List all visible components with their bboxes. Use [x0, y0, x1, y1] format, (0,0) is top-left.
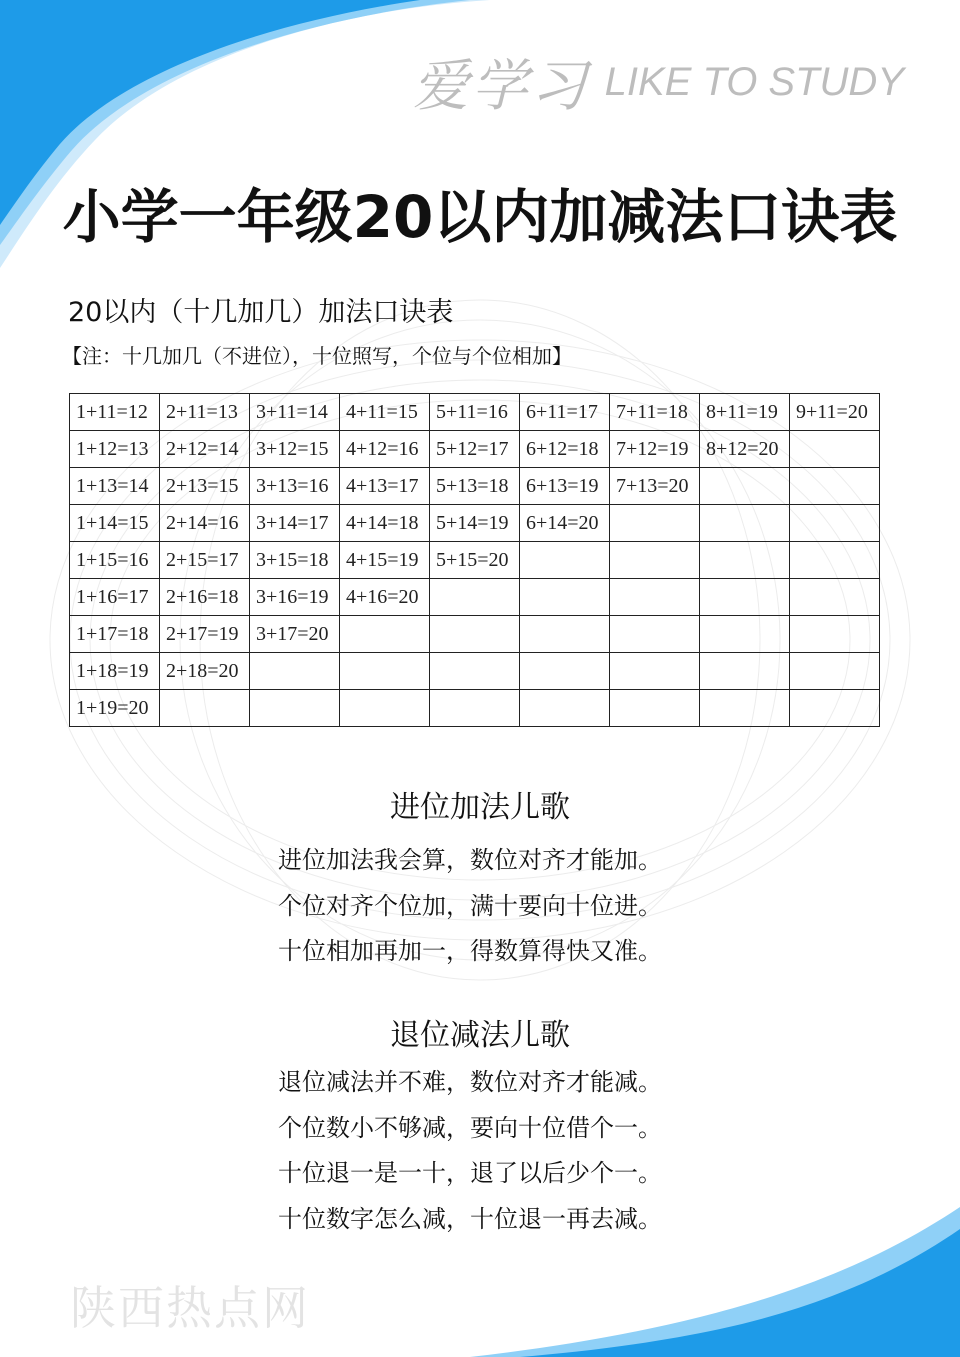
table-cell	[790, 579, 880, 616]
table-cell: 4+12=16	[340, 431, 430, 468]
table-cell: 9+11=20	[790, 394, 880, 431]
table-row	[70, 542, 880, 579]
table-row	[70, 468, 880, 505]
borrow-song-title: 退位减法儿歌	[390, 1018, 570, 1053]
table-row	[70, 690, 880, 727]
table-cell	[610, 579, 700, 616]
table-row	[70, 579, 880, 616]
table-cell	[610, 616, 700, 653]
table-cell	[700, 505, 790, 542]
table-cell	[520, 616, 610, 653]
table-cell	[790, 505, 880, 542]
table-cell: 3+12=15	[250, 431, 340, 468]
table-cell: 1+17=18	[70, 616, 160, 653]
addition-section-heading: 20以内（十几加几）加法口诀表	[68, 297, 454, 328]
addition-section-note: 【注：十几加几（不进位），十位照写，个位与个位相加】	[62, 344, 572, 368]
table-cell	[520, 579, 610, 616]
table-cell: 3+11=14	[250, 394, 340, 431]
table-cell	[790, 542, 880, 579]
brand-logo	[413, 42, 904, 122]
table-cell: 2+11=13	[160, 394, 250, 431]
table-cell: 1+13=14	[70, 468, 160, 505]
page-title: 小学一年级20以内加减法口诀表	[62, 183, 898, 251]
table-cell	[700, 579, 790, 616]
carry-song-line: 个位对齐个位加，满十要向十位进。	[278, 891, 662, 920]
table-cell	[700, 468, 790, 505]
carry-song-title: 进位加法儿歌	[390, 790, 570, 825]
table-cell	[700, 653, 790, 690]
table-cell	[160, 690, 250, 727]
table-cell	[610, 653, 700, 690]
table-cell: 2+15=17	[160, 542, 250, 579]
borrow-song-line: 十位数字怎么减，十位退一再去减。	[278, 1204, 662, 1233]
table-cell: 5+15=20	[430, 542, 520, 579]
table-cell: 7+13=20	[610, 468, 700, 505]
table-cell: 8+12=20	[700, 431, 790, 468]
addition-table-wrapper	[69, 393, 880, 727]
brand-cn: 爱学习	[412, 54, 590, 119]
table-cell: 2+16=18	[160, 579, 250, 616]
table-cell: 4+14=18	[340, 505, 430, 542]
table-cell: 6+14=20	[520, 505, 610, 542]
table-row	[70, 431, 880, 468]
table-cell	[430, 616, 520, 653]
table-cell: 3+16=19	[250, 579, 340, 616]
table-cell: 5+11=16	[430, 394, 520, 431]
table-cell: 1+18=19	[70, 653, 160, 690]
table-cell: 2+13=15	[160, 468, 250, 505]
table-cell	[430, 653, 520, 690]
table-cell	[340, 690, 430, 727]
table-cell: 2+18=20	[160, 653, 250, 690]
table-cell: 4+11=15	[340, 394, 430, 431]
table-cell	[520, 542, 610, 579]
table-cell: 6+11=17	[520, 394, 610, 431]
table-cell: 1+11=12	[70, 394, 160, 431]
table-row	[70, 505, 880, 542]
table-cell: 1+19=20	[70, 690, 160, 727]
table-row	[70, 616, 880, 653]
table-cell	[700, 542, 790, 579]
table-cell: 2+12=14	[160, 431, 250, 468]
table-cell: 3+15=18	[250, 542, 340, 579]
table-cell: 2+14=16	[160, 505, 250, 542]
table-cell: 8+11=19	[700, 394, 790, 431]
table-cell	[700, 690, 790, 727]
table-cell: 1+16=17	[70, 579, 160, 616]
table-cell: 5+13=18	[430, 468, 520, 505]
table-cell: 2+17=19	[160, 616, 250, 653]
carry-song-line: 进位加法我会算，数位对齐才能加。	[278, 846, 662, 874]
borrow-song-lines	[278, 1060, 662, 1242]
table-cell	[520, 653, 610, 690]
table-cell	[430, 690, 520, 727]
table-cell	[610, 505, 700, 542]
table-cell: 7+11=18	[610, 394, 700, 431]
table-cell	[250, 690, 340, 727]
table-cell	[340, 653, 430, 690]
table-cell: 5+14=19	[430, 505, 520, 542]
table-cell	[790, 690, 880, 727]
table-cell: 7+12=19	[610, 431, 700, 468]
watermark-text: 陕西热点网	[70, 1281, 310, 1335]
table-cell: 5+12=17	[430, 431, 520, 468]
table-row	[70, 653, 880, 690]
table-cell	[790, 431, 880, 468]
table-cell	[250, 653, 340, 690]
table-cell	[340, 616, 430, 653]
brand-en: LIKE TO STUDY	[604, 59, 904, 104]
table-cell	[610, 690, 700, 727]
table-cell	[610, 542, 700, 579]
table-cell: 4+13=17	[340, 468, 430, 505]
table-cell: 4+16=20	[340, 579, 430, 616]
carry-song-lines	[278, 838, 662, 975]
table-row	[70, 394, 880, 431]
table-cell	[430, 579, 520, 616]
table-cell: 4+15=19	[340, 542, 430, 579]
table-cell: 6+13=19	[520, 468, 610, 505]
borrow-song-line: 退位减法并不难，数位对齐才能减。	[278, 1068, 662, 1096]
table-cell	[520, 690, 610, 727]
table-cell: 1+12=13	[70, 431, 160, 468]
table-cell	[790, 468, 880, 505]
table-cell: 3+13=16	[250, 468, 340, 505]
borrow-song-line: 十位退一是一十，退了以后少个一。	[278, 1159, 662, 1187]
table-cell: 1+15=16	[70, 542, 160, 579]
addition-table	[69, 393, 880, 727]
table-cell	[790, 616, 880, 653]
table-cell: 3+17=20	[250, 616, 340, 653]
table-cell	[790, 653, 880, 690]
table-cell: 6+12=18	[520, 431, 610, 468]
table-cell: 1+14=15	[70, 505, 160, 542]
carry-song-line: 十位相加再加一，得数算得快又准。	[278, 937, 662, 965]
borrow-song-line: 个位数小不够减，要向十位借个一。	[278, 1113, 662, 1142]
table-cell: 3+14=17	[250, 505, 340, 542]
table-cell	[700, 616, 790, 653]
